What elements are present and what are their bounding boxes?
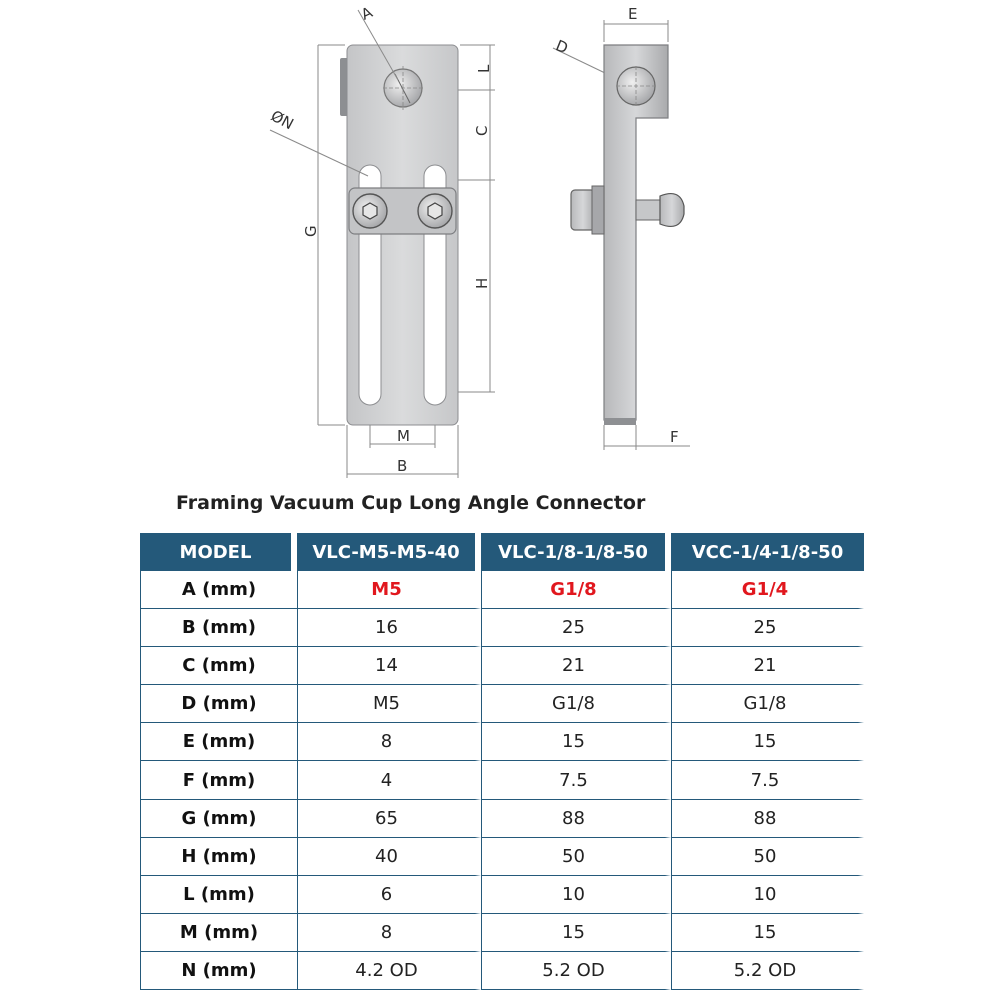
cell-value: M5 <box>297 571 481 609</box>
cell-value: 15 <box>481 723 671 761</box>
header-vlc-18: VLC-1/8-1/8-50 <box>481 533 671 571</box>
cell-value: 15 <box>481 914 671 952</box>
page-title: Framing Vacuum Cup Long Angle Connector <box>176 492 646 514</box>
cell-value: 21 <box>671 647 864 685</box>
cell-value: 88 <box>481 800 671 838</box>
label-a: A <box>358 3 376 24</box>
header-model: MODEL <box>140 533 297 571</box>
cell-value: 4 <box>297 761 481 799</box>
label-l: L <box>475 64 493 73</box>
row-label: H (mm) <box>140 838 297 876</box>
table-row <box>140 838 864 876</box>
table-row <box>140 914 864 952</box>
side-view <box>553 5 690 450</box>
label-b: B <box>397 457 408 475</box>
table-row <box>140 571 864 609</box>
cell-value: 50 <box>481 838 671 876</box>
cell-value: 88 <box>671 800 864 838</box>
cell-value: 10 <box>481 876 671 914</box>
cell-value: 10 <box>671 876 864 914</box>
table-row <box>140 876 864 914</box>
table-row <box>140 647 864 685</box>
technical-drawing <box>0 0 1000 490</box>
cell-value: 50 <box>671 838 864 876</box>
cell-value: 5.2 OD <box>671 952 864 990</box>
cell-value: 5.2 OD <box>481 952 671 990</box>
row-label: G (mm) <box>140 800 297 838</box>
cell-value: 8 <box>297 914 481 952</box>
row-label: B (mm) <box>140 609 297 647</box>
cell-value: 40 <box>297 838 481 876</box>
row-label: M (mm) <box>140 914 297 952</box>
front-view <box>268 3 495 478</box>
cell-value: 6 <box>297 876 481 914</box>
cell-value: 15 <box>671 723 864 761</box>
label-g: G <box>302 225 320 237</box>
label-h: H <box>473 277 491 289</box>
row-label: A (mm) <box>140 571 297 609</box>
row-label: N (mm) <box>140 952 297 990</box>
cell-value: 15 <box>671 914 864 952</box>
header-vlc-m5: VLC-M5-M5-40 <box>297 533 481 571</box>
cell-value: G1/8 <box>481 685 671 723</box>
row-label: C (mm) <box>140 647 297 685</box>
row-label: F (mm) <box>140 761 297 799</box>
cell-value: 21 <box>481 647 671 685</box>
row-label: D (mm) <box>140 685 297 723</box>
table-header-row <box>140 533 864 571</box>
cell-value: 7.5 <box>671 761 864 799</box>
label-m: M <box>397 427 410 445</box>
label-d: D <box>553 36 571 58</box>
cell-value: 8 <box>297 723 481 761</box>
row-label: E (mm) <box>140 723 297 761</box>
cell-value: G1/4 <box>671 571 864 609</box>
table-row <box>140 723 864 761</box>
cell-value: 7.5 <box>481 761 671 799</box>
label-f: F <box>670 428 679 446</box>
cell-value: 65 <box>297 800 481 838</box>
cell-value: 4.2 OD <box>297 952 481 990</box>
row-label: L (mm) <box>140 876 297 914</box>
cell-value: G1/8 <box>481 571 671 609</box>
cell-value: 25 <box>481 609 671 647</box>
table-row <box>140 952 864 990</box>
table-row <box>140 761 864 799</box>
cell-value: 14 <box>297 647 481 685</box>
cell-value: G1/8 <box>671 685 864 723</box>
cell-value: 25 <box>671 609 864 647</box>
label-e: E <box>628 5 638 23</box>
table-row <box>140 685 864 723</box>
header-vcc-14: VCC-1/4-1/8-50 <box>671 533 864 571</box>
spec-table <box>140 533 864 990</box>
cell-value: 16 <box>297 609 481 647</box>
cell-value: M5 <box>297 685 481 723</box>
label-c: C <box>473 125 491 136</box>
table-row <box>140 609 864 647</box>
table-row <box>140 800 864 838</box>
label-n: ØN <box>267 106 297 134</box>
